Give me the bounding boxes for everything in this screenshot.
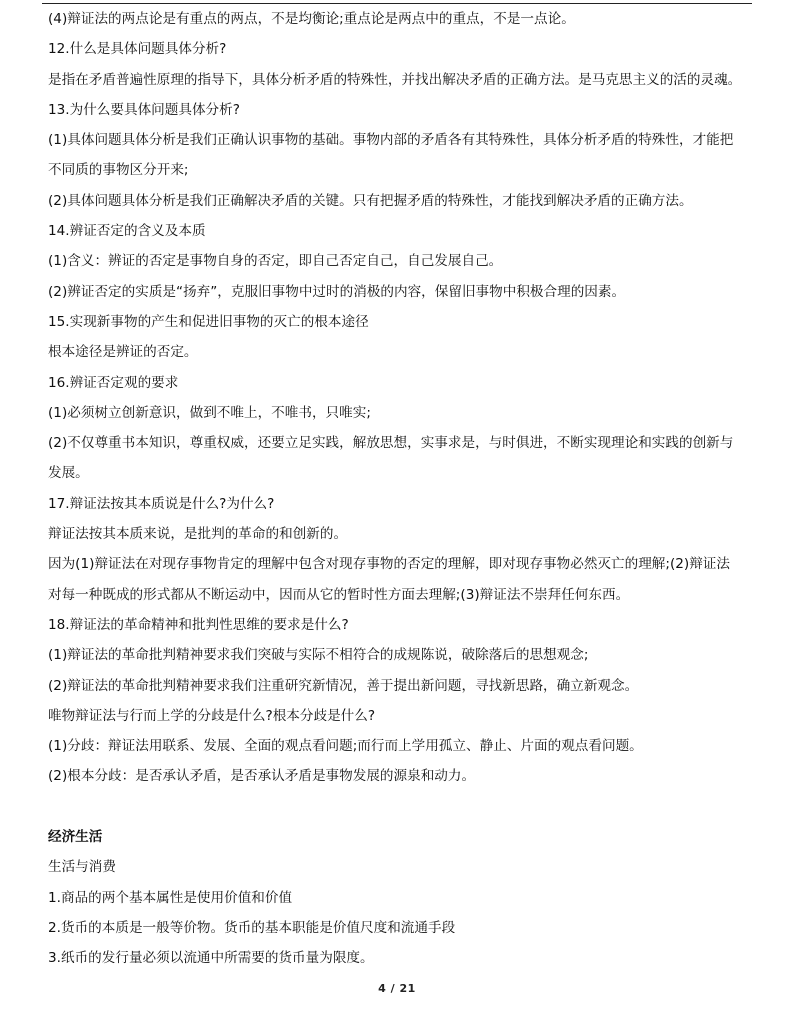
text-line: 不同质的事物区分开来;: [48, 162, 189, 179]
text-line: (2)具体问题具体分析是我们正确解决矛盾的关键。只有把握矛盾的特殊性，才能找到解决矛盾的正确方法。: [48, 192, 693, 209]
question-heading: 15.实现新事物的产生和促进旧事物的灭亡的根本途径: [48, 313, 369, 330]
text-line: 对每一种既成的形式都从不断运动中，因而从它的暂时性方面去理解;(3)辩证法不崇拜任何东西。: [48, 586, 630, 603]
text-line: 发展。: [48, 465, 89, 482]
text-line: (1)含义：辨证的否定是事物自身的否定，即自己否定自己，自己发展自己。: [48, 253, 503, 270]
text-line: 因为(1)辩证法在对现存事物肯定的理解中包含对现存事物的否定的理解，即对现存事物必然灭亡的理解;(2)辩证法: [48, 556, 730, 573]
text-line: (2)根本分歧：是否承认矛盾，是否承认矛盾是事物发展的源泉和动力。: [48, 768, 476, 785]
subsection-heading: 生活与消费: [48, 859, 116, 876]
question-heading: 18.辩证法的革命精神和批判性思维的要求是什么?: [48, 616, 349, 633]
text-line: (2)不仅尊重书本知识，尊重权威，还要立足实践，解放思想，实事求是，与时俱进，不断实现理论和实践的创新与: [48, 435, 734, 452]
question-heading: 12.什么是具体问题具体分析?: [48, 41, 227, 58]
question-heading: 唯物辩证法与行而上学的分歧是什么?根本分歧是什么?: [48, 707, 376, 724]
text-line: 辩证法按其本质来说，是批判的革命的和创新的。: [48, 526, 348, 543]
text-line: (2)辨证否定的实质是“扬弃”，克服旧事物中过时的消极的内容，保留旧事物中积极合理的因素。: [48, 283, 626, 300]
text-line: 是指在矛盾普遍性原理的指导下，具体分析矛盾的特殊性，并找出解决矛盾的正确方法。是马克思主义的活的灵魂。: [48, 71, 742, 88]
section-heading: 经济生活: [48, 829, 103, 846]
text-line: (1)具体问题具体分析是我们正确认识事物的基础。事物内部的矛盾各有其特殊性，具体分析矛盾的特殊性，才能把: [48, 132, 734, 149]
document-body: [48, 4, 754, 974]
text-line: (2)辩证法的革命批判精神要求我们注重研究新情况，善于提出新问题，寻找新思路，确立新观念。: [48, 677, 639, 694]
text-line: 3.纸币的发行量必须以流通中所需要的货币量为限度。: [48, 950, 374, 967]
section-spacer: [48, 792, 754, 822]
page-indicator: 4 / 21: [378, 982, 416, 995]
question-heading: 16.辨证否定观的要求: [48, 374, 179, 391]
text-line: (1)分歧：辩证法用联系、发展、全面的观点看问题;而行而上学用孤立、静止、片面的观点看问题。: [48, 738, 643, 755]
question-heading: 17.辩证法按其本质说是什么?为什么?: [48, 495, 275, 512]
question-heading: 13.为什么要具体问题具体分析?: [48, 101, 240, 118]
text-line: (4)辩证法的两点论是有重点的两点，不是均衡论;重点论是两点中的重点，不是一点论。: [48, 11, 575, 27]
text-line: 1.商品的两个基本属性是使用价值和价值: [48, 889, 293, 906]
question-heading: 14.辨证否定的含义及本质: [48, 223, 206, 240]
text-line: (1)辩证法的革命批判精神要求我们突破与实际不相符合的成规陈说，破除落后的思想观念;: [48, 647, 589, 664]
text-line: (1)必须树立创新意识，做到不唯上，不唯书，只唯实;: [48, 404, 371, 421]
text-line: 2.货币的本质是一般等价物。货币的基本职能是价值尺度和流通手段: [48, 919, 456, 936]
text-line: 根本途径是辨证的否定。: [48, 344, 198, 361]
